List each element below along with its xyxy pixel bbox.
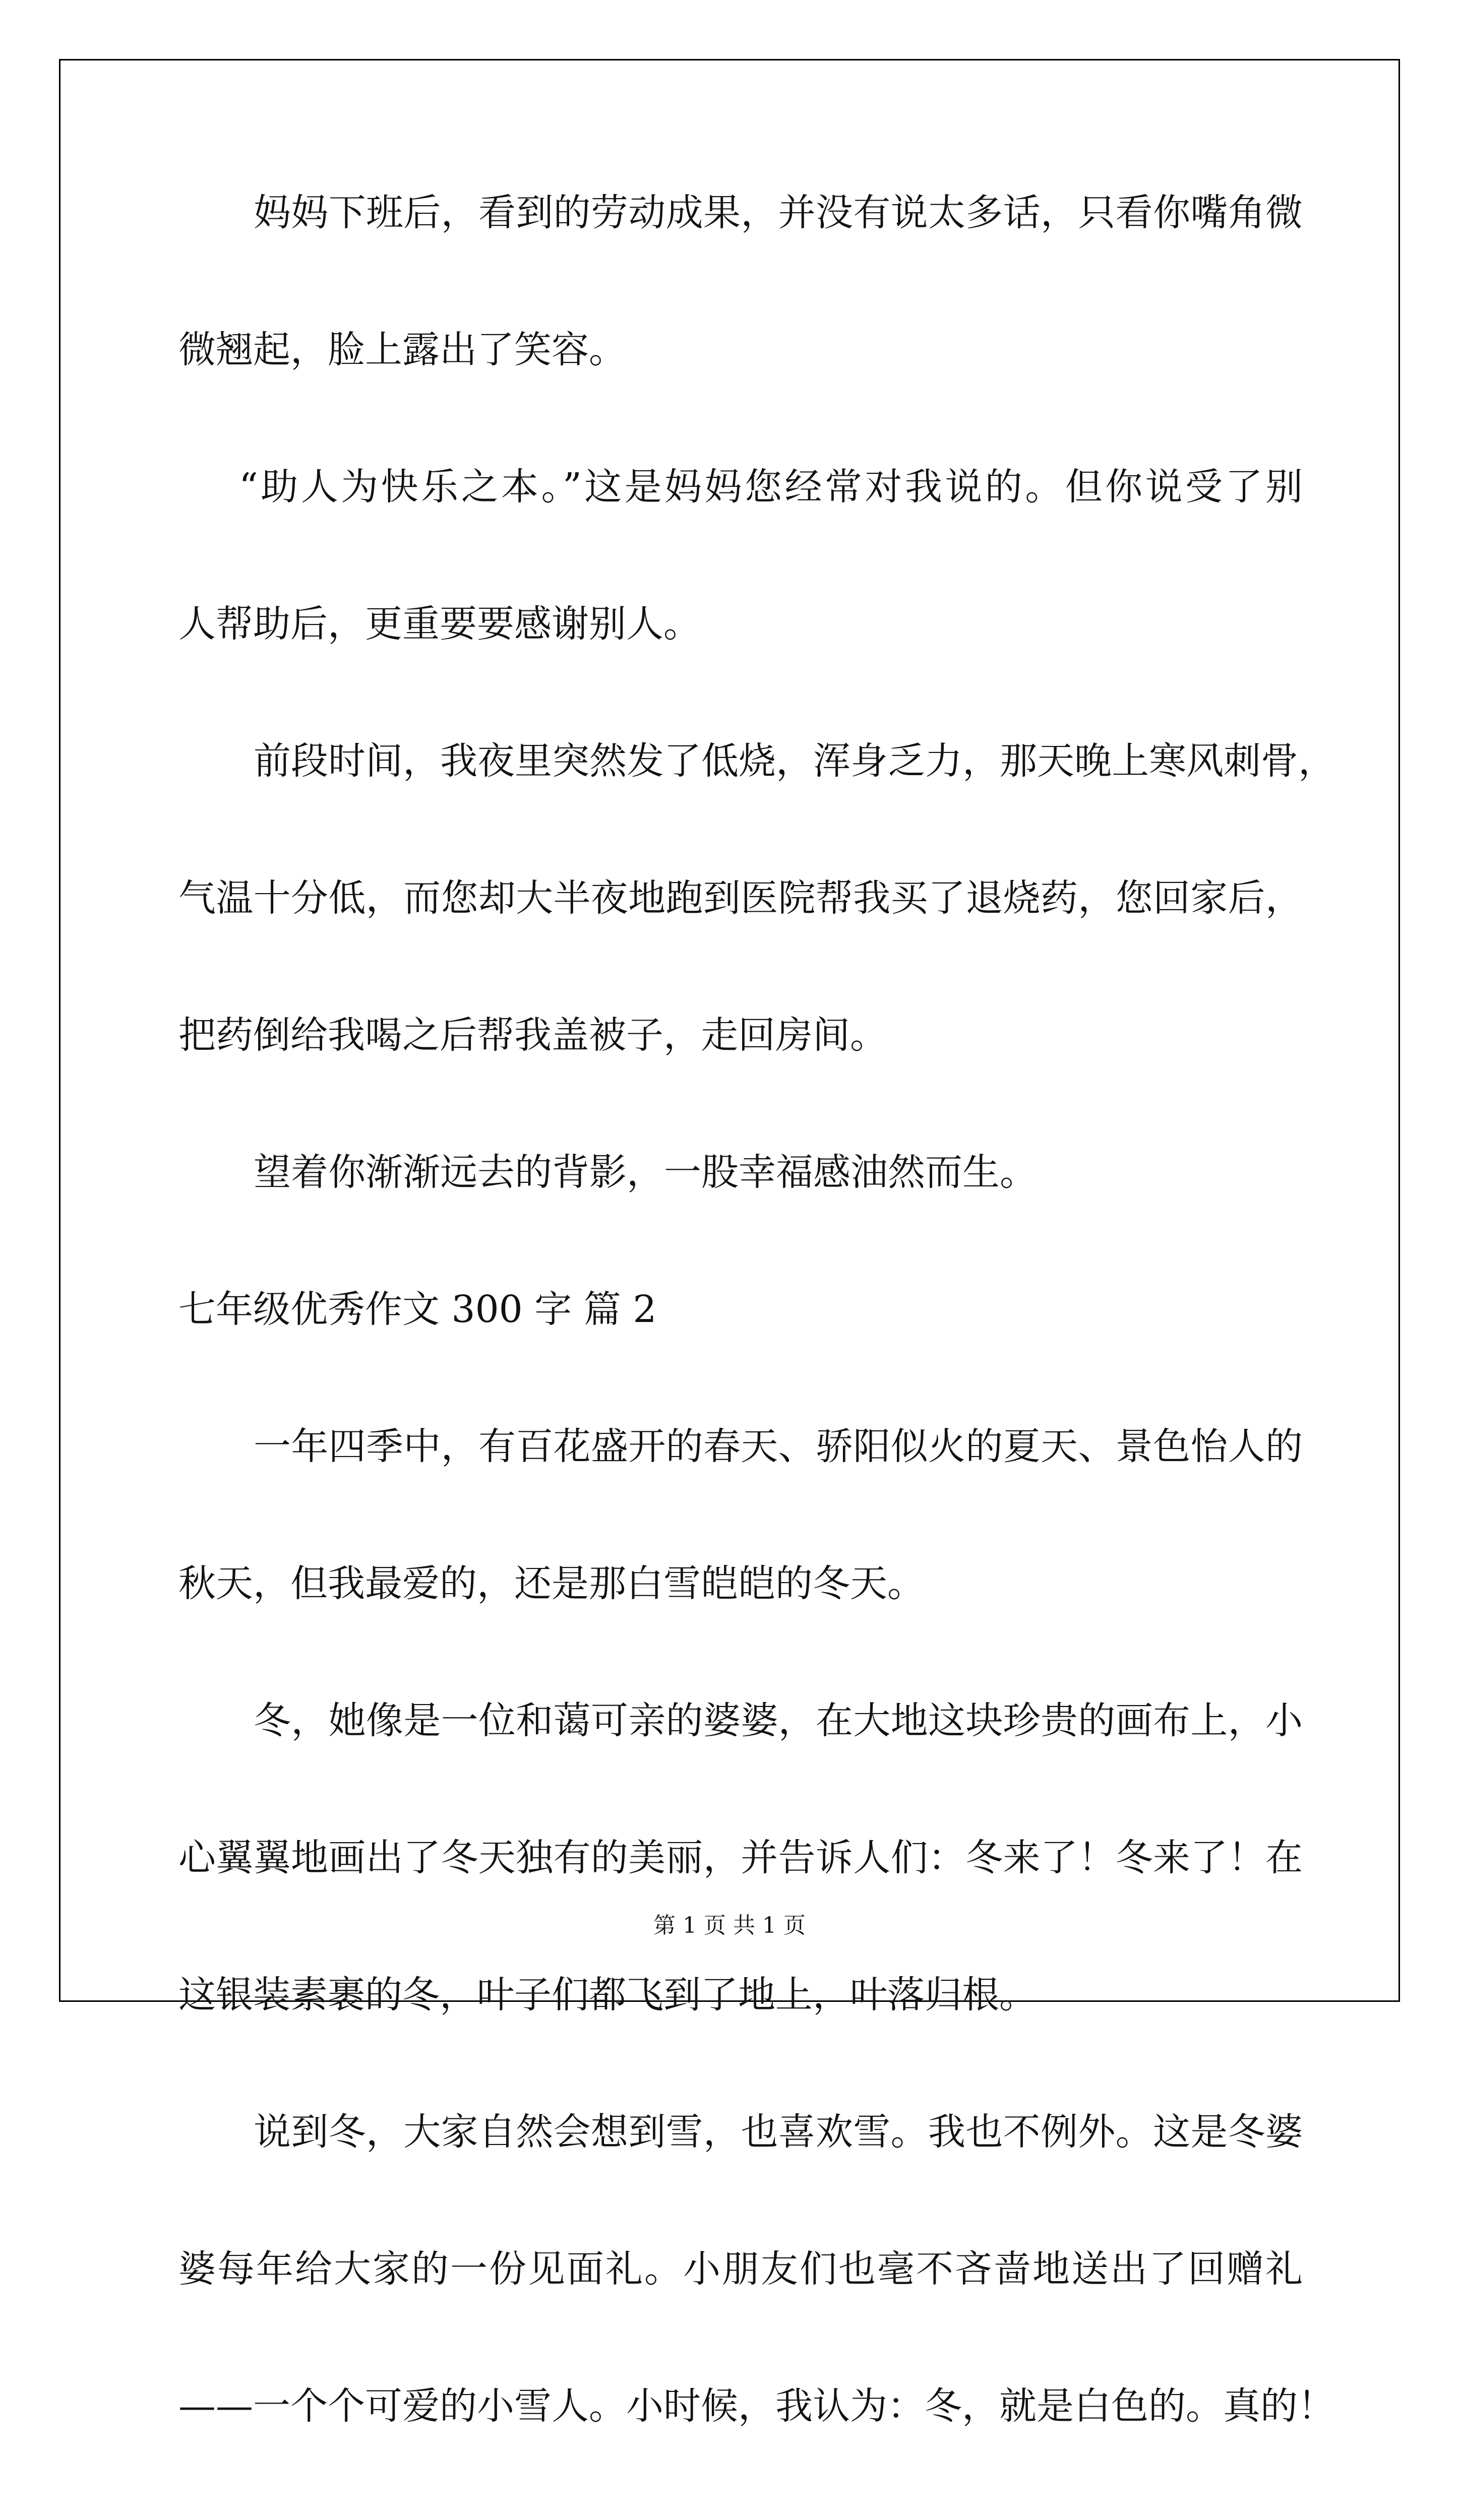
paragraph-line: 婆每年给大家的一份见面礼。小朋友们也毫不吝啬地送出了回赠礼 xyxy=(178,2247,1303,2291)
paragraph-line: 望着你渐渐远去的背影，一股幸福感油然而生。 xyxy=(254,1151,1037,1194)
paragraph-line: 人帮助后，更重要要感谢别人。 xyxy=(178,602,701,646)
paragraph-line: 前段时间，我夜里突然发了低烧，浑身乏力，那天晚上寒风刺骨， xyxy=(254,739,1335,783)
paragraph-line: 秋天，但我最爱的，还是那白雪皑皑的冬天。 xyxy=(178,1562,925,1605)
paragraph-line: 这银装素裹的冬，叶子们都飞到了地上，叶落归根。 xyxy=(178,1973,1037,2017)
paragraph-line: 妈妈下班后，看到的劳动成果，并没有说太多话，只看你嘴角微 xyxy=(254,191,1303,234)
paragraph-line: 一年四季中，有百花盛开的春天、骄阳似火的夏天、景色怡人的 xyxy=(254,1425,1303,1468)
paragraph-line: 微翘起，脸上露出了笑容。 xyxy=(178,328,626,371)
paragraph-line: “助人为快乐之本。”这是妈妈您经常对我说的。但你说受了别 xyxy=(239,465,1303,509)
paragraph-line: 气温十分低，而您却大半夜地跑到医院帮我买了退烧药，您回家后， xyxy=(178,876,1303,920)
page-number-footer: 第 1 页 共 1 页 xyxy=(653,1913,806,1938)
section-heading: 七年级优秀作文 300 字 篇 2 xyxy=(178,1288,657,1331)
paragraph-line: ——一个个可爱的小雪人。小时候，我认为：冬，就是白色的。真的！ xyxy=(178,2384,1335,2428)
paragraph-line: 说到冬，大家自然会想到雪，也喜欢雪。我也不例外。这是冬婆 xyxy=(254,2110,1303,2154)
paragraph-line: 心翼翼地画出了冬天独有的美丽，并告诉人们：冬来了！冬来了！在 xyxy=(178,1836,1303,1879)
document-body xyxy=(178,190,1335,2520)
paragraph-line: 把药倒给我喝之后帮我盖被子，走回房间。 xyxy=(178,1014,887,1057)
paragraph-line: 冬，她像是一位和蔼可亲的婆婆，在大地这块珍贵的画布上，小 xyxy=(254,1699,1303,1742)
